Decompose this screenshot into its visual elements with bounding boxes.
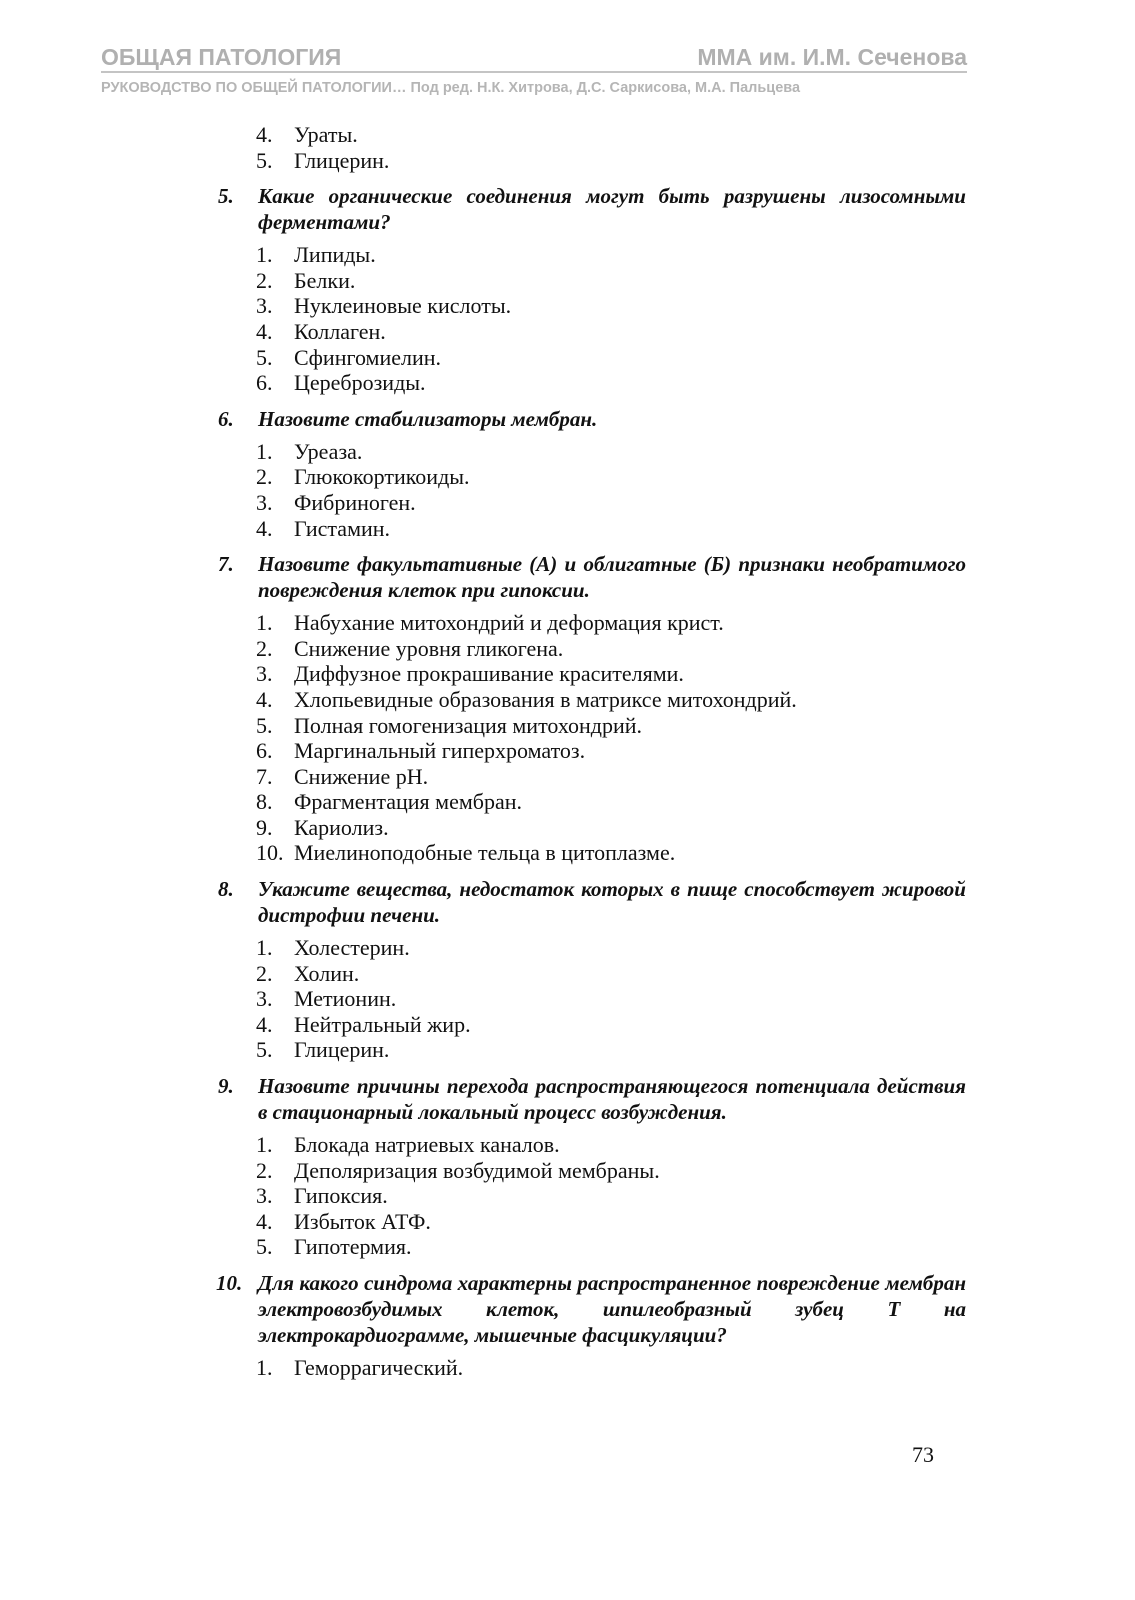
answer-item: 2. Снижение уровня гликогена. [256,635,564,661]
question-text: 7. Назовите факультативные (А) и облигатные (Б) признаки необратимого повреждения клеток при гипоксии. [218,552,966,603]
question-text: 5. Какие органические соединения могут быть разрушены лизосомными ферментами? [218,184,966,235]
question-block [218,406,966,541]
answer-item: 5. Сфингомиелин. [256,344,442,370]
page-content [218,122,966,1381]
answer-item: 5. Полная гомогенизация митохондрий. [256,712,643,738]
answer-item: 5. Гипотермия. [256,1234,412,1260]
answer-item: 6. Маргинальный гиперхроматоз. [256,738,586,764]
answer-item: 2. Холин. [256,960,360,986]
answer-item: 3. Гипоксия. [256,1183,388,1209]
answer-item: 1. Набухание митохондрий и деформация крист. [256,610,724,636]
question-text: 9. Назовите причины перехода распространяющегося потенциала действия в стационарный локальный процесс возбуждения. [218,1074,966,1125]
answer-item: 4. Коллаген. [256,318,386,344]
lead-answer-list [218,122,966,173]
answer-item: 1. Холестерин. [256,935,410,961]
answer-item: 3. Диффузное прокрашивание красителями. [256,661,684,687]
question-block [218,1270,966,1381]
question-text: 6. Назовите стабилизаторы мембран. [218,406,598,431]
answer-item: 3. Фибриноген. [256,489,416,515]
question-block [218,1073,966,1260]
answer-item: 2. Деполяризация возбудимой мембраны. [256,1157,660,1183]
answer-item: 3. Метионин. [256,986,397,1012]
answer-item: 4. Гистамин. [256,515,391,541]
answer-item: 4. Избыток АТФ. [256,1208,431,1234]
running-header-institution: ММА им. И.М. Сеченова [697,44,967,70]
question-text: 10. Для какого синдрома характерны распространенное повреждение мембран электровозбудимых клеток, шпилеобразный зубец Т на электрокардиограмме, мышечные фасцикуляции? [216,1271,966,1347]
answer-item: 2. Глюкокортикоиды. [256,464,470,490]
header-divider [101,71,967,73]
answer-item: 4. Нейтральный жир. [256,1011,471,1037]
answer-item: 7. Снижение рН. [256,763,429,789]
answer-item: 5. Глицерин. [256,147,390,173]
page-number: 73 [912,1442,934,1467]
running-header-title: ОБЩАЯ ПАТОЛОГИЯ [101,44,342,70]
answer-item: 1. Липиды. [256,242,376,268]
answer-item: 10. Миелиноподобные тельца в цитоплазме. [256,840,676,866]
answer-item: 6. Цереброзиды. [256,370,426,396]
answer-item: 1. Уреаза. [256,438,363,464]
question-block [218,876,966,1063]
answer-item: 4. Хлопьевидные образования в матриксе митохондрий. [256,686,797,712]
question-text: 8. Укажите вещества, недостаток которых в пище способствует жировой дистрофии печени. [218,877,966,928]
running-header-subtitle: РУКОВОДСТВО ПО ОБЩЕЙ ПАТОЛОГИИ… Под ред. Н.К. Хитрова, Д.С. Саркисова, М.А. Пальцева [101,80,801,96]
answer-item: 8. Фрагментация мембран. [256,789,522,815]
answer-item: 5. Глицерин. [256,1037,390,1063]
answer-item: 4. Ураты. [256,122,358,147]
answer-item: 9. Кариолиз. [256,814,389,840]
answer-item: 2. Белки. [256,267,356,293]
question-block [218,551,966,866]
answer-item: 1. Геморрагический. [256,1355,464,1380]
answer-item: 1. Блокада натриевых каналов. [256,1132,560,1158]
question-block [218,183,966,396]
answer-item: 3. Нуклеиновые кислоты. [256,293,512,319]
